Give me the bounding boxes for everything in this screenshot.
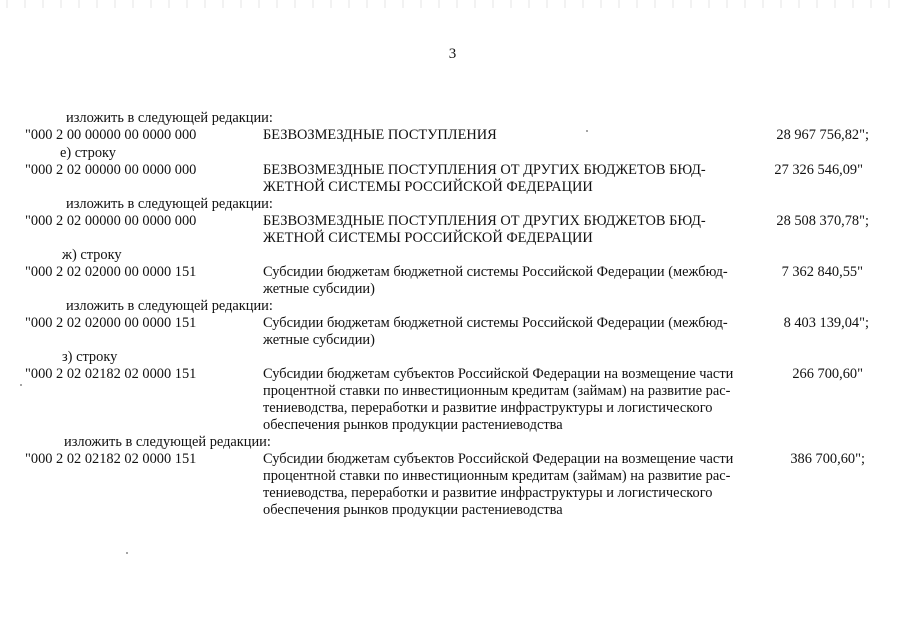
row-description-line: процентной ставки по инвестиционным кредитам (займам) на развитие рас- — [263, 383, 731, 399]
row-description — [263, 127, 768, 144]
scan-speck — [586, 130, 588, 132]
instruction-edit-2: изложить в следующей редакции: — [66, 196, 273, 212]
row-code: "000 2 00 00000 00 0000 000 — [25, 127, 197, 143]
row-description-line: ЖЕТНОЙ СИСТЕМЫ РОССИЙСКОЙ ФЕДЕРАЦИИ — [263, 179, 593, 195]
row-description — [263, 315, 768, 349]
row-description-line: тениеводства, переработки и развитие инфраструктуры и логистического — [263, 485, 713, 501]
row-description — [263, 213, 768, 247]
instruction-row-z: з) строку — [62, 349, 118, 365]
row-description-line: ЖЕТНОЙ СИСТЕМЫ РОССИЙСКОЙ ФЕДЕРАЦИИ — [263, 230, 593, 246]
row-amount: 266 700,60" — [792, 366, 863, 382]
scan-artifact-strip — [0, 0, 905, 8]
row-description-line: обеспечения рынков продукции растениеводства — [263, 502, 563, 518]
row-description-line: Субсидии бюджетам субъектов Российской Федерации на возмещение части — [263, 366, 734, 382]
row-description-line: жетные субсидии) — [263, 281, 375, 297]
row-amount: 7 362 840,55" — [781, 264, 863, 280]
scan-speck — [20, 384, 22, 386]
instruction-edit-1: изложить в следующей редакции: — [66, 110, 273, 126]
row-description-line: тениеводства, переработки и развитие инфраструктуры и логистического — [263, 400, 713, 416]
row-code: "000 2 02 00000 00 0000 000 — [25, 162, 197, 178]
row-description — [263, 264, 768, 298]
instruction-edit-4: изложить в следующей редакции: — [64, 434, 271, 450]
row-code: "000 2 02 02182 02 0000 151 — [25, 451, 197, 467]
instruction-row-zh: ж) строку — [62, 247, 122, 263]
row-code: "000 2 02 02000 00 0000 151 — [25, 264, 197, 280]
row-amount: 28 508 370,78"; — [776, 213, 869, 229]
row-code: "000 2 02 00000 00 0000 000 — [25, 213, 197, 229]
row-amount: 386 700,60"; — [790, 451, 865, 467]
row-amount: 28 967 756,82"; — [776, 127, 869, 143]
row-code: "000 2 02 02182 02 0000 151 — [25, 366, 197, 382]
row-description — [263, 366, 768, 434]
row-description-line: процентной ставки по инвестиционным кредитам (займам) на развитие рас- — [263, 468, 731, 484]
row-description-line: жетные субсидии) — [263, 332, 375, 348]
row-description — [263, 451, 768, 519]
page-number: 3 — [448, 46, 457, 62]
row-amount: 27 326 546,09" — [774, 162, 863, 178]
row-description — [263, 162, 768, 196]
row-code: "000 2 02 02000 00 0000 151 — [25, 315, 197, 331]
row-description-line: БЕЗВОЗМЕЗДНЫЕ ПОСТУПЛЕНИЯ ОТ ДРУГИХ БЮДЖЕТОВ БЮД- — [263, 213, 706, 229]
row-description-line: Субсидии бюджетам субъектов Российской Федерации на возмещение части — [263, 451, 734, 467]
row-description-line: обеспечения рынков продукции растениеводства — [263, 417, 563, 433]
row-amount: 8 403 139,04"; — [783, 315, 869, 331]
instruction-edit-3: изложить в следующей редакции: — [66, 298, 273, 314]
row-description-line: БЕЗВОЗМЕЗДНЫЕ ПОСТУПЛЕНИЯ — [263, 127, 497, 143]
row-description-line: БЕЗВОЗМЕЗДНЫЕ ПОСТУПЛЕНИЯ ОТ ДРУГИХ БЮДЖЕТОВ БЮД- — [263, 162, 706, 178]
scan-speck — [126, 552, 128, 554]
row-description-line: Субсидии бюджетам бюджетной системы Российской Федерации (межбюд- — [263, 264, 728, 280]
row-description-line: Субсидии бюджетам бюджетной системы Российской Федерации (межбюд- — [263, 315, 728, 331]
instruction-row-e: е) строку — [60, 145, 117, 161]
